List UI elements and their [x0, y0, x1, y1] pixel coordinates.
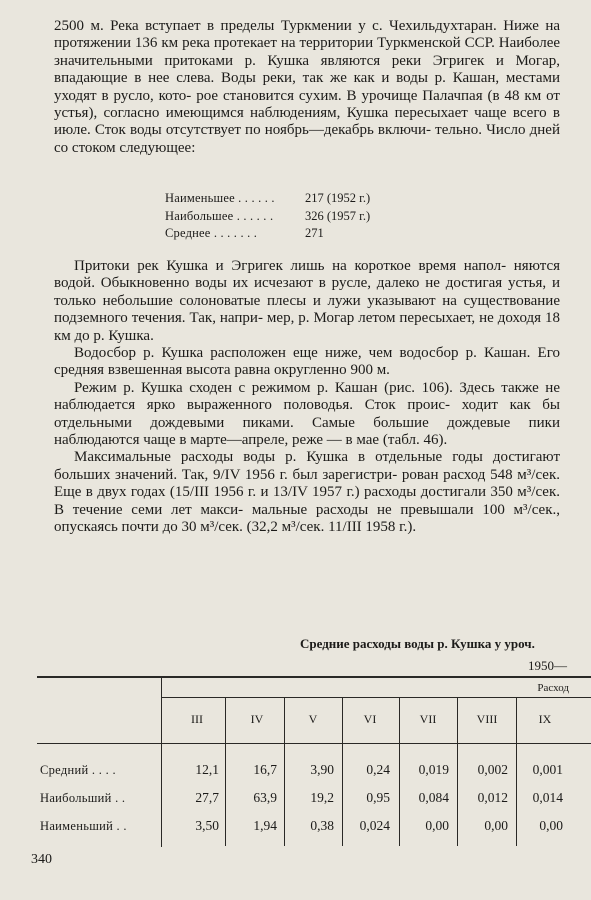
paragraph: [54, 380, 560, 450]
text-line: также не наблюдается ярко выраженного половодья. Сток проис-: [54, 379, 560, 414]
text-line: р. Кашан. Его средняя взвешенная высота равна округленно: [54, 345, 560, 379]
table-cell: 3,50: [195, 818, 219, 833]
table-cell: 27,7: [195, 790, 219, 805]
text-line: реки, так же как и воды р. Кашан, местами уходят в русло, кото-: [54, 70, 560, 104]
text-line: мер, р. Могар летом пересыхает, не доходя 18 км до: [54, 310, 561, 344]
table-column-divider: [516, 698, 517, 846]
table-column-divider: [457, 698, 458, 846]
text-line: Притоки рек Кушка и Эгригек лишь на короткое время напол-: [74, 258, 507, 274]
text-line: 30 м³/сек. (32,2 м³/сек. 11/III 1958 г.).: [181, 519, 417, 536]
text-line: ходит как бы отдельными дождевыми пиками. Самые большие: [54, 397, 560, 431]
days-label: Наибольшее . . . . . .: [165, 208, 274, 223]
table-column-divider: [342, 698, 343, 846]
days-row: [165, 190, 455, 208]
table-cell: 0,38: [310, 818, 334, 833]
table-cell: 0,00: [484, 818, 508, 833]
table-column-header: VI: [363, 712, 377, 726]
table-column-divider: [284, 698, 285, 846]
table-column-header: III: [191, 712, 203, 726]
table-column-header: IX: [538, 712, 552, 726]
table-cell: 0,00: [425, 818, 449, 833]
days-row: [165, 225, 455, 243]
text-line: Режим р. Кушка сходен с режимом р. Кашан (рис. 106). Здесь: [74, 379, 495, 396]
table-cell: 0,014: [532, 790, 563, 805]
days-label: Наименьшее . . . . . .: [165, 191, 275, 205]
text-block-main: [54, 258, 560, 537]
paragraph: [54, 345, 560, 380]
text-line: являются реки Эгригек и Могар, впадающие в нее слева. Воды: [54, 52, 560, 87]
table-header-group: Расход: [537, 682, 569, 694]
paragraph: [54, 18, 560, 157]
days-row: [165, 208, 455, 226]
paragraph: [54, 258, 560, 345]
text-block-intro: [54, 18, 560, 157]
table-column-header: VII: [419, 712, 437, 726]
text-line: мальные расходы не превышали 100 м³/сек., опускаясь почти до: [54, 501, 561, 536]
text-line: достигая устья, и только небольшие солоноватые плесы и лужи: [54, 275, 561, 309]
table-cell: 0,95: [366, 790, 390, 805]
table-title: Средние расходы воды р. Кушка у уроч.: [300, 636, 535, 651]
table-cell: 0,012: [477, 790, 508, 805]
text-line: согласно имеющимся наблюдениям, Кушка пересыхает чаще: [103, 105, 507, 122]
text-line: тельно. Число дней со стоком следующее:: [54, 122, 560, 156]
table-top-rule: [37, 676, 591, 678]
table-cell: 0,001: [532, 762, 563, 777]
days-value: 217 (1952 г.): [305, 191, 371, 205]
text-line: в мае (табл. 46).: [345, 432, 448, 449]
table-cell: 0,019: [418, 762, 449, 777]
table-years: 1950—: [528, 658, 567, 673]
table-column-divider: [399, 698, 400, 846]
days-value: 271: [305, 226, 324, 240]
text-line: р. Кушка.: [93, 327, 154, 344]
table-cell: 19,2: [310, 790, 334, 805]
table-cell: 16,7: [253, 762, 277, 777]
table-column-header: V: [308, 712, 318, 726]
text-line: Максимальные расходы воды р. Кушка в отдельные годы: [74, 449, 483, 466]
days-label: Среднее . . . . . . .: [165, 226, 258, 240]
table-column-divider: [225, 698, 226, 846]
table-column-divider: [161, 677, 162, 847]
text-line: Ниже на протяжении 136 км река протекает на территории: [54, 18, 561, 52]
table-row-label: Наибольший . .: [40, 791, 126, 805]
text-line: всего в июле. Сток воды отсутствует по ноябрь—декабрь включи-: [54, 105, 560, 139]
text-line: рован расход 548 м³/сек. Еще в двух годах (15/III 1956 г. и 13/IV: [54, 466, 560, 501]
table-header-rule: [37, 743, 591, 744]
text-line: рое становится сухим. В урочище Палачпая (в 48 км от устья),: [54, 87, 560, 122]
table-row-label: Наименьший . .: [40, 819, 127, 833]
days-with-flow-list: [165, 190, 455, 243]
table-cell: 0,024: [359, 818, 390, 833]
text-line: 1957 г.) расходы достигали 350 м³/сек. В течение семи лет макси-: [54, 484, 560, 518]
table-column-header: VIII: [476, 712, 498, 726]
text-line: Водосбор р. Кушка расположен еще ниже, чем водосбор: [74, 345, 459, 362]
days-value: 326 (1957 г.): [305, 208, 371, 223]
table-row-label: Средний . . . .: [40, 763, 116, 777]
page-number: 340: [31, 852, 52, 867]
text-line: 900 м.: [350, 362, 390, 379]
table-cell: 0,24: [366, 762, 390, 777]
table-cell: 1,94: [253, 818, 277, 833]
table-column-header: IV: [250, 712, 264, 726]
text-line: указывают на существование подземного течения. Так, напри-: [54, 292, 560, 327]
table-cell: 0,00: [539, 818, 563, 833]
table-cell: 63,9: [253, 790, 277, 805]
table-cell: 0,084: [418, 790, 449, 805]
text-line: Туркменской ССР. Наиболее значительными притоками р. Кушка: [54, 35, 561, 69]
paragraph: [54, 449, 560, 536]
text-line: 2500 м. Река вступает в пределы Туркмении у с. Чехильдухтаран.: [54, 18, 497, 34]
table-cell: 12,1: [195, 762, 219, 777]
table-cell: 3,90: [310, 762, 334, 777]
text-line: няются водой. Обыкновенно воды их исчезают в русле, далеко не: [54, 258, 560, 292]
text-line: дождевые пики наблюдаются чаще в марте—апреле, реже —: [54, 414, 560, 449]
table-cell: 0,002: [477, 762, 508, 777]
text-line: достигают больших значений. Так, 9/IV 1956 г. был зарегистри-: [54, 449, 560, 483]
